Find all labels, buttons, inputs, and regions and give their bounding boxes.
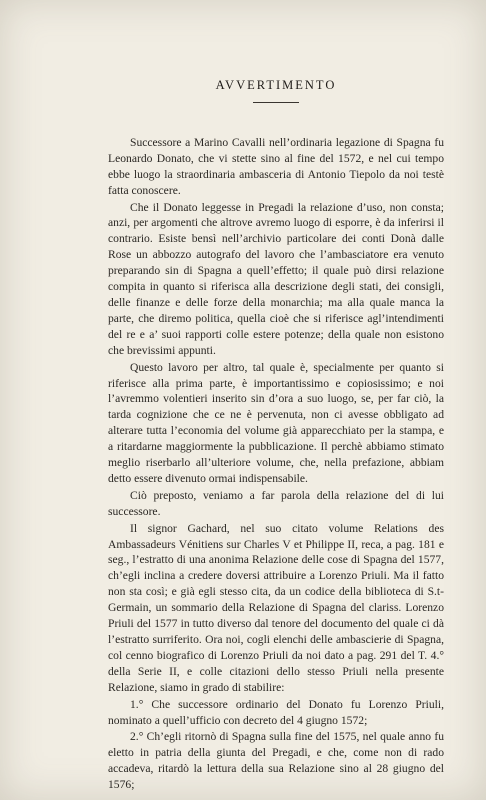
paragraph: Che il Donato leggesse in Pregadi la relazione d’uso, non consta; anzi, per argomenti che altrove avremo luogo di esporre, è da inferirsi il contrario. Esiste bensì nell’archivio particolare dei conti Donà dalle Rose un abbozzo autografo del lavoro che l’ambasciatore era venuto preparando sin di Spagna a quell’effetto; il quale può dirsi relazione compita in quanto si riferisca alla descrizione degli stati, dei consigli, delle finanze e delle forze della monarchia; ma alla quale manca la parte, che diremo politica, quella cioè che si riferisce agl’intendimenti del re e a’ suoi rapporti colle estere potenze; della quale non esistono che brevissimi appunti. [108, 200, 444, 357]
paragraph: Successore a Marino Cavalli nell’ordinaria legazione di Spagna fu Leonardo Donato, che vi stette sino al fine del 1572, e nel cui tempo ebbe luogo la straordinaria ambasceria di Antonio Tiepolo da noi testè fatta conoscere. [108, 135, 444, 197]
page-title: AVVERTIMENTO [215, 78, 337, 92]
title-rule [253, 102, 299, 103]
paragraph: 2.° Ch’egli ritornò di Spagna sulla fine del 1575, nel quale anno fu eletto in patria della giunta del Pregadi, e che, come non di rado accadeva, ritardò la lettura della sua Relazione sino al 28 giugno del 1576; [108, 730, 444, 792]
page-text [108, 78, 444, 793]
paragraph: 1.° Che successore ordinario del Donato fu Lorenzo Priuli, nominato a quell’ufficio con decreto del 4 giugno 1572; [108, 697, 444, 727]
paragraph: Ciò preposto, veniamo a far parola della relazione del di lui successore. [108, 488, 444, 518]
paragraph: Il signor Gachard, nel suo citato volume Relations des Ambassadeurs Vénitiens sur Charles V et Philippe II, reca, a pag. 181 e seg., l’estratto di una anonima Relazione delle cose di Spagna del 1577, ch’egli inclina a credere doversi attribuire a Lorenzo Priuli. Ma il fatto non sta così; e già egli stesso cita, da un codice della biblioteca di S.t-Germain, un sommario della Relazione di Spagna del clariss. Lorenzo Priuli del 1577 in tutto diverso dal tenore del documento del quale ci dà l’estratto surriferito. Ora noi, cogli elenchi delle ambascierie di Spagna, col cenno biografico di Lorenzo Priuli da noi dato a pag. 291 del T. 4.° della Serie II, e colle citazioni dello stesso Priuli nella presente Relazione, siamo in grado di stabilire: [108, 521, 444, 694]
paragraph: Questo lavoro per altro, tal quale è, specialmente per quanto si riferisce alla prima parte, è importantissimo e copiosissimo; e noi l’avremmo volentieri inserito sin d’ora a suo luogo, se, per far ciò, la tarda cognizione che ce ne è pervenuta, non ci avesse obbligato ad alterare tutta l’economia del volume già apparecchiato per la stampa, e a ritardarne maggiormente la pubblicazione. Il perchè abbiamo stimato meglio riserbarlo all’ulteriore volume, che, nella prefazione, abbiam detto essere divenuto ormai indispensabile. [108, 360, 444, 485]
